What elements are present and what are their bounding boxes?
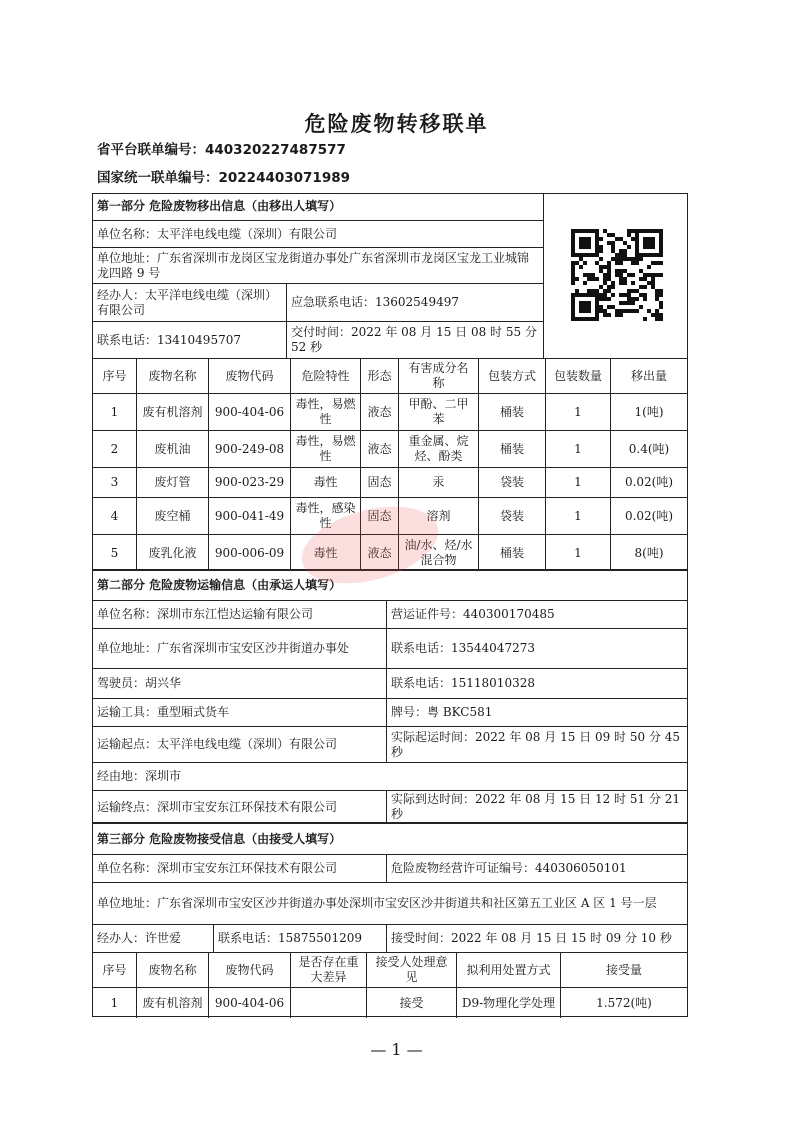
table-header-cell: 废物名称 — [136, 359, 208, 393]
part2-heading: 第二部分 危险废物运输信息（由承运人填写） — [97, 578, 342, 592]
table-cell: 废机油 — [136, 431, 208, 467]
table-cell: 0.02(吨) — [610, 468, 687, 497]
page-number: — 1 — — [370, 1040, 423, 1059]
table-cell: 1 — [110, 995, 119, 1010]
table-cell: 900-404-06 — [208, 394, 290, 430]
table-cell — [290, 988, 366, 1018]
table-cell: 液态 — [360, 431, 398, 467]
table-cell: 1 — [545, 498, 610, 534]
part1-unit-name: 单位名称：太平洋电线电缆（深圳）有限公司 — [97, 226, 338, 241]
part2-arrive-time: 实际到达时间：2022 年 08 月 15 日 12 时 51 分 21 秒 — [386, 791, 687, 823]
table-cell: 汞 — [398, 468, 478, 497]
part2-driver-phone: 联系电话：15118010328 — [386, 669, 687, 698]
table-header-cell: 序号 — [102, 962, 127, 977]
table-row — [93, 497, 687, 534]
part2-driver: 驾驶员：胡兴华 — [97, 676, 182, 690]
table-header-cell: 接受量 — [560, 953, 687, 987]
part2-via: 经由地：深圳市 — [97, 769, 182, 783]
table-cell: 毒性，感染性 — [290, 498, 360, 534]
part1-address: 单位地址：广东省深圳市龙岗区宝龙街道办事处广东省深圳市龙岗区宝龙工业城锦龙四路 9 号 — [97, 250, 530, 280]
table-cell: 0.02(吨) — [610, 498, 687, 534]
table-header-cell: 序号 — [102, 368, 127, 383]
table-cell: 900-006-09 — [208, 535, 290, 571]
part2-vehicle: 运输工具：重型厢式货车 — [97, 705, 230, 719]
table-cell: 1.572(吨) — [560, 988, 687, 1018]
table-cell: 毒性 — [290, 535, 360, 571]
part2-plate: 牌号：粤 BKC581 — [386, 699, 687, 726]
table-cell: 液态 — [360, 394, 398, 430]
province-form-number: 省平台联单编号：440320227487577 — [97, 142, 346, 158]
part1-section — [92, 193, 688, 570]
table-row — [93, 393, 687, 430]
part2-license: 营运证件号：440300170485 — [386, 601, 687, 628]
table-header-cell: 移出量 — [610, 359, 687, 393]
table-cell: 桶装 — [478, 394, 545, 430]
table-header-cell: 危险特性 — [290, 359, 360, 393]
part3-receive-time: 接受时间：2022 年 08 月 15 日 15 时 09 分 10 秒 — [386, 925, 687, 952]
part1-handover-time: 交付时间：2022 年 08 月 15 日 08 时 55 分 52 秒 — [286, 322, 543, 358]
part1-handler: 经办人：太平洋电线电缆（深圳）有限公司 — [97, 287, 278, 317]
table-cell: 毒性，易燃性 — [290, 431, 360, 467]
table-row — [93, 430, 687, 467]
part3-table-header — [93, 952, 687, 987]
part3-phone: 联系电话：15875501209 — [213, 925, 386, 952]
part2-phone: 联系电话：13544047273 — [386, 629, 687, 668]
table-cell: 废有机溶剂 — [136, 394, 208, 430]
table-cell: D9-物理化学处理 — [456, 988, 560, 1018]
table-cell: 900-023-29 — [208, 468, 290, 497]
table-header-cell: 有害成分名称 — [398, 359, 478, 393]
table-cell: 废空桶 — [136, 498, 208, 534]
table-cell: 重金属、烷烃、酚类 — [398, 431, 478, 467]
table-header-cell: 是否存在重大差异 — [290, 953, 366, 987]
part3-handler: 经办人：许世爱 — [97, 931, 182, 945]
table-header-cell: 包装数量 — [545, 359, 610, 393]
table-cell: 0.4(吨) — [610, 431, 687, 467]
part2-destination: 运输终点：深圳市宝安东江环保技术有限公司 — [97, 799, 338, 814]
table-header-cell: 废物代码 — [208, 359, 290, 393]
table-row — [93, 467, 687, 497]
table-cell: 1(吨) — [610, 394, 687, 430]
table-cell: 8(吨) — [610, 535, 687, 571]
table-cell: 溶剂 — [398, 498, 478, 534]
table-cell: 2 — [110, 441, 119, 456]
table-cell: 甲酚、二甲苯 — [398, 394, 478, 430]
table-cell: 废灯管 — [136, 468, 208, 497]
table-cell: 900-249-08 — [208, 431, 290, 467]
part3-address: 单位地址：广东省深圳市宝安区沙井街道办事处深圳市宝安区沙井街道共和社区第五工业区 A 区 1 号一层 — [97, 896, 657, 910]
table-cell: 固态 — [360, 468, 398, 497]
table-header-cell: 形态 — [360, 359, 398, 393]
table-cell: 废乳化液 — [136, 535, 208, 571]
table-cell: 桶装 — [478, 431, 545, 467]
part1-phone: 联系电话：13410495707 — [97, 332, 241, 347]
part2-unit-name: 单位名称：深圳市东江恺达运输有限公司 — [97, 607, 314, 621]
part2-origin: 运输起点：太平洋电线电缆（深圳）有限公司 — [97, 737, 338, 751]
part3-heading: 第三部分 危险废物接受信息（由接受人填写） — [97, 831, 342, 846]
part2-depart-time: 实际起运时间：2022 年 08 月 15 日 09 时 50 分 45 秒 — [386, 727, 687, 762]
part2-section — [92, 570, 688, 823]
table-cell: 毒性 — [290, 468, 360, 497]
part1-heading: 第一部分 危险废物移出信息（由移出人填写） — [97, 199, 342, 213]
part3-section — [92, 823, 688, 1017]
table-cell: 液态 — [360, 535, 398, 571]
table-cell: 接受 — [366, 988, 456, 1018]
table-cell: 桶装 — [478, 535, 545, 571]
qr-code-area — [543, 194, 690, 358]
table-cell: 袋装 — [478, 468, 545, 497]
part2-address: 单位地址：广东省深圳市宝安区沙井街道办事处 — [97, 641, 350, 655]
table-cell: 毒性，易燃性 — [290, 394, 360, 430]
part1-emergency-phone: 应急联系电话：13602549497 — [286, 284, 543, 321]
table-header-cell: 拟利用处置方式 — [456, 953, 560, 987]
document-title: 危险废物转移联单 — [304, 112, 489, 136]
table-cell: 袋装 — [478, 498, 545, 534]
table-cell: 1 — [545, 394, 610, 430]
table-header-cell: 包装方式 — [478, 359, 545, 393]
table-cell: 1 — [110, 404, 119, 419]
table-cell: 废有机溶剂 — [136, 988, 208, 1018]
table-cell: 1 — [545, 431, 610, 467]
table-cell: 1 — [545, 468, 610, 497]
table-header-cell: 接受人处理意见 — [366, 953, 456, 987]
part3-permit: 危险废物经营许可证编号：440306050101 — [386, 855, 687, 882]
table-header-cell: 废物名称 — [136, 953, 208, 987]
table-cell: 5 — [110, 545, 119, 560]
table-cell: 油/水、烃/水混合物 — [398, 535, 478, 571]
table-cell: 1 — [545, 535, 610, 571]
table-cell: 固态 — [360, 498, 398, 534]
qr-code-icon — [571, 229, 663, 321]
table-cell: 4 — [110, 508, 119, 523]
table-header-cell: 废物代码 — [208, 953, 290, 987]
part3-unit-name: 单位名称：深圳市宝安东江环保技术有限公司 — [97, 861, 338, 875]
table-row — [93, 534, 687, 571]
table-row — [93, 987, 687, 1018]
table-cell: 900-041-49 — [208, 498, 290, 534]
table-cell: 3 — [110, 475, 119, 489]
table-cell: 900-404-06 — [208, 988, 290, 1018]
part1-table-header — [93, 358, 687, 393]
national-form-number: 国家统一联单编号：20224403071989 — [97, 170, 351, 186]
